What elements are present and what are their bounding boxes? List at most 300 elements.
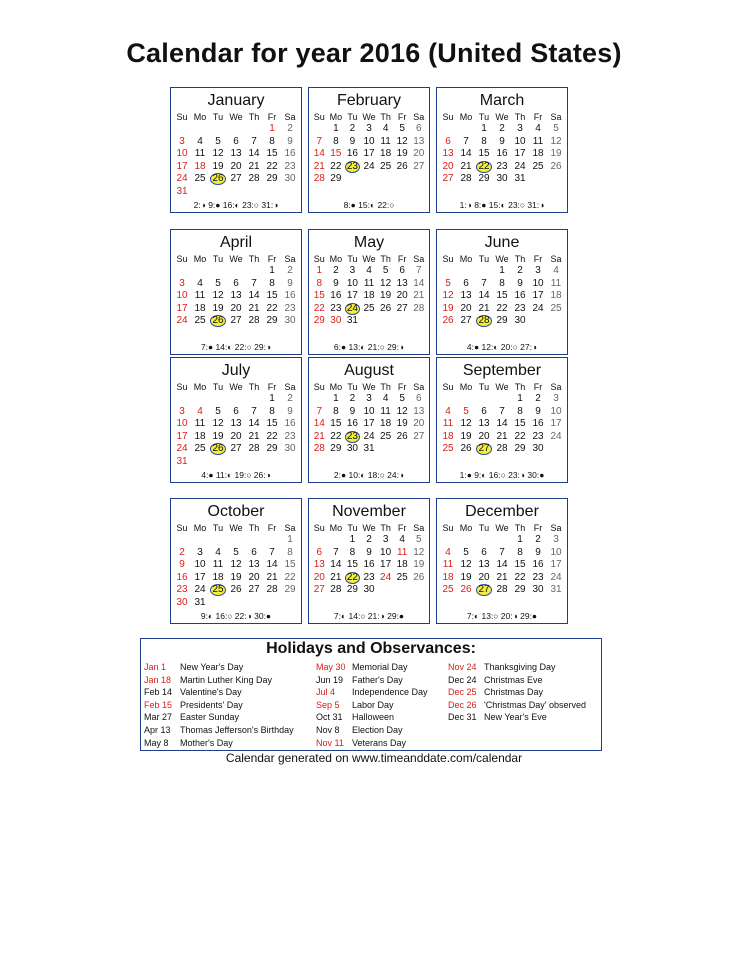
holiday-name: Veterans Day xyxy=(352,737,407,748)
week-row xyxy=(437,303,567,316)
holiday-row xyxy=(316,737,428,750)
weekday-label: Sa xyxy=(413,254,425,264)
day-cell: 5 xyxy=(382,265,389,276)
weekday-header xyxy=(437,381,567,393)
week-row xyxy=(437,290,567,303)
moon-phases: 2:● 10:◐ 18:○ 24:◑ xyxy=(333,469,405,480)
weekday-header xyxy=(309,111,429,123)
empty-day-cell xyxy=(245,393,263,406)
holiday-date: Dec 31 xyxy=(448,712,477,723)
weekday-header xyxy=(171,111,301,123)
day-cell: 25 xyxy=(209,584,227,597)
weekday-label: We xyxy=(229,382,243,392)
week-row xyxy=(171,173,301,186)
weekday-label: Su xyxy=(313,382,325,392)
week-row xyxy=(309,584,429,597)
day-cell: 4 xyxy=(197,405,203,417)
weekday-label: Mo xyxy=(459,523,473,533)
week-row xyxy=(171,123,301,136)
empty-day-cell xyxy=(475,534,493,547)
moon-phases: 1:● 9:◐ 16:○ 23:◑ 30:● xyxy=(459,469,545,480)
day-cell: 22 xyxy=(266,302,278,314)
empty-day-cell xyxy=(410,443,427,456)
day-cell: 31 xyxy=(346,315,358,327)
day-cell: 3 xyxy=(197,546,203,558)
month-august xyxy=(308,357,430,483)
day-cell: 8 xyxy=(333,135,339,147)
page-title: Calendar for year 2016 (United States) xyxy=(126,38,622,68)
day-cell: 14 xyxy=(313,148,325,160)
weekday-label: We xyxy=(229,254,243,264)
day-cell: 1 xyxy=(481,123,487,134)
day-cell: 17 xyxy=(532,290,544,302)
day-cell: 27 xyxy=(313,584,325,596)
weekday-label: Mo xyxy=(329,112,343,122)
day-cell: 30 xyxy=(363,584,375,596)
day-cell: 28 xyxy=(266,584,278,596)
day-cell: 15 xyxy=(266,418,278,430)
day-cell: 16 xyxy=(514,290,526,302)
day-cell: 25 xyxy=(550,302,562,314)
holidays-column-1 xyxy=(144,661,294,749)
day-cell: 26 xyxy=(209,315,227,328)
day-cell: 23 xyxy=(176,584,188,596)
month-name: March xyxy=(479,92,525,109)
day-cell: 26 xyxy=(209,173,227,186)
day-cell: 30 xyxy=(176,596,188,608)
weekday-label: Mo xyxy=(193,112,207,122)
empty-day-cell xyxy=(493,393,511,406)
holiday-row xyxy=(144,674,294,687)
empty-day-cell xyxy=(377,584,394,597)
empty-day-cell xyxy=(209,597,227,610)
day-cell: 27 xyxy=(475,584,493,597)
day-cell: 5 xyxy=(215,135,221,147)
holiday-name: Thanksgiving Day xyxy=(484,662,556,672)
holiday-name: Mother's Day xyxy=(180,737,233,748)
holiday-name: Independence Day xyxy=(352,687,428,698)
week-row xyxy=(437,572,567,585)
day-cell: 15 xyxy=(496,290,508,302)
day-cell: 25 xyxy=(396,571,408,583)
empty-day-cell xyxy=(245,265,263,278)
day-cell: 14 xyxy=(248,290,260,302)
day-cell: 4 xyxy=(553,265,559,276)
day-cell: 13 xyxy=(478,418,490,430)
holiday-row xyxy=(448,674,586,687)
day-cell: 19 xyxy=(442,302,454,314)
day-cell: 6 xyxy=(233,277,239,289)
day-cell: 23 xyxy=(330,302,342,314)
day-cell: 14 xyxy=(330,559,342,571)
empty-day-cell xyxy=(281,597,299,610)
day-cell: 8 xyxy=(287,546,293,558)
day-cell: 10 xyxy=(176,418,188,430)
day-cell: 18 xyxy=(212,571,224,583)
day-cell: 10 xyxy=(346,277,358,289)
day-cell: 15 xyxy=(478,148,490,160)
day-cell: 7 xyxy=(499,405,505,417)
day-cell: 7 xyxy=(333,546,339,558)
day-cell: 22 xyxy=(266,160,278,172)
day-cell: 30 xyxy=(284,315,296,327)
holiday-row xyxy=(316,724,428,737)
day-cell: 16 xyxy=(346,148,358,160)
month-name: December xyxy=(465,503,539,520)
day-cell: 23 xyxy=(284,302,296,314)
empty-day-cell xyxy=(457,265,475,278)
day-cell: 14 xyxy=(313,418,325,430)
weekday-label: Mo xyxy=(459,254,473,264)
month-september xyxy=(436,357,568,483)
weekday-label: Su xyxy=(313,523,325,533)
weekday-label: Fr xyxy=(533,523,543,533)
weekday-label: Sa xyxy=(550,382,562,392)
moon-phases: 2:◑ 9:● 16:◐ 23:○ 31:◑ xyxy=(193,199,279,210)
moon-phases: 8:● 15:◐ 22:○ xyxy=(343,199,395,210)
month-march xyxy=(436,87,568,213)
empty-day-cell xyxy=(377,315,394,328)
day-cell: 25 xyxy=(380,160,392,172)
day-cell: 29 xyxy=(346,584,358,596)
day-cell: 5 xyxy=(463,405,469,417)
day-cell: 2 xyxy=(349,123,356,134)
holiday-name: Christmas Day xyxy=(484,687,544,698)
empty-day-cell xyxy=(281,456,299,469)
holiday-date: Nov 11 xyxy=(316,737,344,748)
day-cell: 4 xyxy=(197,135,203,147)
weekday-label: Fr xyxy=(533,112,543,122)
empty-day-cell xyxy=(263,534,281,547)
day-cell: 3 xyxy=(179,135,185,147)
empty-day-cell xyxy=(493,534,511,547)
day-cell: 21 xyxy=(496,571,508,583)
empty-day-cell xyxy=(245,597,263,610)
day-cell: 8 xyxy=(517,405,523,417)
day-cell: 3 xyxy=(382,534,389,545)
holiday-name: New Year's Day xyxy=(180,662,244,672)
day-cell: 30 xyxy=(346,443,358,455)
day-cell: 10 xyxy=(363,405,375,417)
week-row xyxy=(437,431,567,444)
weekday-label: Su xyxy=(176,382,188,392)
week-row xyxy=(171,456,301,469)
empty-day-cell xyxy=(227,186,245,199)
day-cell: 12 xyxy=(413,546,425,558)
holiday-date: Jul 4 xyxy=(316,687,336,698)
day-cell: 23 xyxy=(363,571,375,583)
empty-day-cell xyxy=(209,393,227,406)
holiday-name: Martin Luther King Day xyxy=(180,674,273,685)
week-row xyxy=(437,547,567,560)
empty-day-cell xyxy=(394,443,411,456)
day-cell: 26 xyxy=(460,584,472,596)
weekday-label: Su xyxy=(176,523,188,533)
weekday-label: Sa xyxy=(284,523,296,533)
day-cell: 16 xyxy=(532,418,544,430)
weekday-label: Tu xyxy=(347,112,358,122)
day-cell: 30 xyxy=(532,443,544,455)
day-cell: 9 xyxy=(287,277,293,289)
day-cell: 18 xyxy=(380,418,392,430)
day-cell: 29 xyxy=(266,173,278,185)
day-cell: 6 xyxy=(316,546,323,558)
holiday-date: Dec 25 xyxy=(448,687,477,698)
day-cell: 31 xyxy=(176,185,188,197)
day-cell: 21 xyxy=(413,290,425,302)
day-cell: 24 xyxy=(363,160,375,172)
weekday-label: We xyxy=(495,254,509,264)
moon-phases: 7:● 14:◐ 22:○ 29:◑ xyxy=(200,341,272,352)
holidays-panel xyxy=(140,638,602,751)
week-row xyxy=(309,278,429,291)
weekday-label: Su xyxy=(442,523,454,533)
day-cell: 3 xyxy=(517,123,523,134)
holiday-name: Father's Day xyxy=(352,674,403,685)
weekday-label: Sa xyxy=(284,254,296,264)
weekday-label: Fr xyxy=(533,254,543,264)
day-cell: 2 xyxy=(517,265,523,276)
day-cell: 10 xyxy=(550,546,562,558)
day-cell: 28 xyxy=(248,315,260,327)
holiday-row xyxy=(144,711,294,724)
day-cell: 1 xyxy=(287,534,293,545)
day-cell: 14 xyxy=(478,290,490,302)
day-cell: 20 xyxy=(478,571,490,583)
weekday-label: Sa xyxy=(413,382,425,392)
week-row xyxy=(437,161,567,174)
day-cell: 6 xyxy=(251,546,257,558)
weekday-label: Th xyxy=(514,254,526,264)
day-cell: 27 xyxy=(460,315,472,327)
holiday-row xyxy=(144,737,294,750)
empty-day-cell xyxy=(394,173,411,186)
day-cell: 27 xyxy=(413,430,425,442)
day-cell: 11 xyxy=(194,418,206,430)
day-cell: 12 xyxy=(396,405,408,417)
day-cell: 13 xyxy=(413,135,425,147)
day-cell: 26 xyxy=(396,160,408,172)
day-cell: 24 xyxy=(176,173,188,185)
holiday-date: Dec 26 xyxy=(448,699,477,710)
week-row xyxy=(309,290,429,303)
day-cell: 9 xyxy=(517,277,523,289)
holiday-date: Dec 24 xyxy=(448,674,477,685)
day-cell: 7 xyxy=(251,405,257,417)
day-cell: 17 xyxy=(514,148,526,160)
day-cell: 12 xyxy=(396,135,408,147)
weekday-label: Th xyxy=(248,382,260,392)
week-row xyxy=(171,572,301,585)
day-cell: 16 xyxy=(532,559,544,571)
day-cell: 23 xyxy=(346,160,358,172)
week-row xyxy=(171,431,301,444)
week-row xyxy=(171,161,301,174)
day-cell: 5 xyxy=(233,546,239,558)
day-cell: 29 xyxy=(284,584,296,596)
holidays-column-3 xyxy=(448,661,586,724)
day-cell: 21 xyxy=(478,302,490,314)
empty-day-cell xyxy=(394,315,411,328)
day-cell: 3 xyxy=(535,265,541,276)
day-cell: 20 xyxy=(460,302,472,314)
day-cell: 26 xyxy=(380,302,392,314)
day-cell: 25 xyxy=(442,443,454,455)
day-cell: 10 xyxy=(532,277,544,289)
empty-day-cell xyxy=(475,393,493,406)
day-cell: 24 xyxy=(346,302,358,314)
day-cell: 16 xyxy=(330,290,342,302)
day-cell: 1 xyxy=(269,123,275,134)
empty-day-cell xyxy=(245,534,263,547)
day-cell: 9 xyxy=(535,405,541,417)
day-cell: 23 xyxy=(514,302,526,314)
weekday-label: Tu xyxy=(347,254,358,264)
day-cell: 10 xyxy=(194,559,206,571)
day-cell: 3 xyxy=(349,265,356,276)
day-cell: 31 xyxy=(194,596,206,608)
empty-day-cell xyxy=(394,584,411,597)
empty-day-cell xyxy=(457,393,475,406)
day-cell: 27 xyxy=(413,160,425,172)
holidays-column-2 xyxy=(316,661,428,749)
day-cell: 26 xyxy=(396,430,408,442)
weekday-label: Th xyxy=(380,254,391,264)
holiday-date: Jan 18 xyxy=(144,674,172,685)
week-row xyxy=(309,161,429,174)
day-cell: 28 xyxy=(475,315,493,328)
weekday-label: Sa xyxy=(284,112,296,122)
day-cell: 24 xyxy=(550,571,562,583)
day-cell: 11 xyxy=(532,135,544,147)
day-cell: 1 xyxy=(269,265,275,276)
day-cell: 28 xyxy=(460,173,472,185)
day-cell: 26 xyxy=(230,584,242,596)
day-cell: 31 xyxy=(550,584,562,596)
day-cell: 9 xyxy=(366,546,372,558)
weekday-label: Mo xyxy=(193,254,207,264)
day-cell: 2 xyxy=(366,534,372,545)
day-cell: 29 xyxy=(330,443,342,455)
empty-day-cell xyxy=(410,584,427,597)
empty-day-cell xyxy=(344,173,361,186)
day-cell: 13 xyxy=(230,290,242,302)
empty-day-cell xyxy=(410,315,427,328)
week-row xyxy=(437,148,567,161)
day-cell: 4 xyxy=(445,405,451,417)
month-may xyxy=(308,229,430,355)
day-cell: 16 xyxy=(284,148,296,160)
day-cell: 25 xyxy=(380,430,392,442)
empty-day-cell xyxy=(173,393,191,406)
day-cell: 2 xyxy=(287,123,293,134)
week-row xyxy=(309,547,429,560)
day-cell: 28 xyxy=(248,443,260,455)
day-cell: 12 xyxy=(212,148,224,160)
day-cell: 10 xyxy=(176,148,188,160)
weekday-label: Tu xyxy=(212,112,224,122)
day-cell: 1 xyxy=(349,534,356,545)
day-cell: 1 xyxy=(499,265,505,276)
holiday-date: Nov 24 xyxy=(448,662,477,672)
week-row xyxy=(171,186,301,199)
day-cell: 24 xyxy=(380,571,392,583)
weekday-label: Tu xyxy=(478,382,490,392)
day-cell: 8 xyxy=(349,546,356,558)
day-cell: 11 xyxy=(363,277,375,289)
day-cell: 15 xyxy=(330,148,342,160)
week-row xyxy=(309,136,429,149)
holiday-name: Labor Day xyxy=(352,699,394,710)
day-cell: 29 xyxy=(496,315,508,327)
weekday-label: Sa xyxy=(284,382,296,392)
empty-day-cell xyxy=(263,597,281,610)
day-cell: 25 xyxy=(194,443,206,455)
empty-day-cell xyxy=(439,123,457,136)
day-cell: 1 xyxy=(517,534,523,545)
empty-day-cell xyxy=(263,456,281,469)
holiday-name: Valentine's Day xyxy=(180,687,242,698)
day-cell: 13 xyxy=(313,559,325,571)
weekday-label: We xyxy=(362,254,376,264)
day-cell: 20 xyxy=(413,418,425,430)
weekday-label: Fr xyxy=(267,382,277,392)
moon-phases: 4:● 11:◐ 19:○ 26:◑ xyxy=(201,469,271,480)
day-cell: 13 xyxy=(413,405,425,417)
day-cell: 16 xyxy=(346,418,358,430)
empty-day-cell xyxy=(227,534,245,547)
month-april xyxy=(170,229,302,355)
day-cell: 8 xyxy=(517,546,523,558)
day-cell: 6 xyxy=(445,135,451,147)
day-cell: 21 xyxy=(330,571,342,583)
day-cell: 26 xyxy=(209,443,227,456)
day-cell: 15 xyxy=(514,559,526,571)
day-cell: 8 xyxy=(269,405,275,417)
day-cell: 7 xyxy=(251,277,257,289)
day-cell: 13 xyxy=(248,559,260,571)
day-cell: 17 xyxy=(176,302,188,314)
weekday-label: Fr xyxy=(267,523,277,533)
day-cell: 18 xyxy=(194,160,206,172)
empty-day-cell xyxy=(547,315,565,328)
week-row xyxy=(171,136,301,149)
weekday-label: Su xyxy=(313,254,325,264)
day-cell: 3 xyxy=(179,405,185,417)
weekday-header xyxy=(437,522,567,534)
day-cell: 20 xyxy=(248,571,260,583)
day-cell: 7 xyxy=(316,405,323,417)
empty-day-cell xyxy=(377,173,394,186)
weekday-label: Fr xyxy=(267,254,277,264)
day-cell: 10 xyxy=(176,290,188,302)
day-cell: 24 xyxy=(550,430,562,442)
holiday-name: Christmas Eve xyxy=(484,674,543,685)
day-cell: 24 xyxy=(532,302,544,314)
day-cell: 4 xyxy=(535,123,541,134)
weekday-header xyxy=(309,381,429,393)
day-cell: 15 xyxy=(284,559,296,571)
weekday-label: Tu xyxy=(212,523,224,533)
weekday-label: Sa xyxy=(413,112,425,122)
day-cell: 23 xyxy=(346,430,358,442)
day-cell: 5 xyxy=(399,123,405,134)
months-grid xyxy=(170,87,574,633)
month-name: February xyxy=(336,92,402,109)
holiday-row xyxy=(144,661,294,674)
day-cell: 6 xyxy=(233,135,239,147)
day-cell: 25 xyxy=(532,160,544,172)
